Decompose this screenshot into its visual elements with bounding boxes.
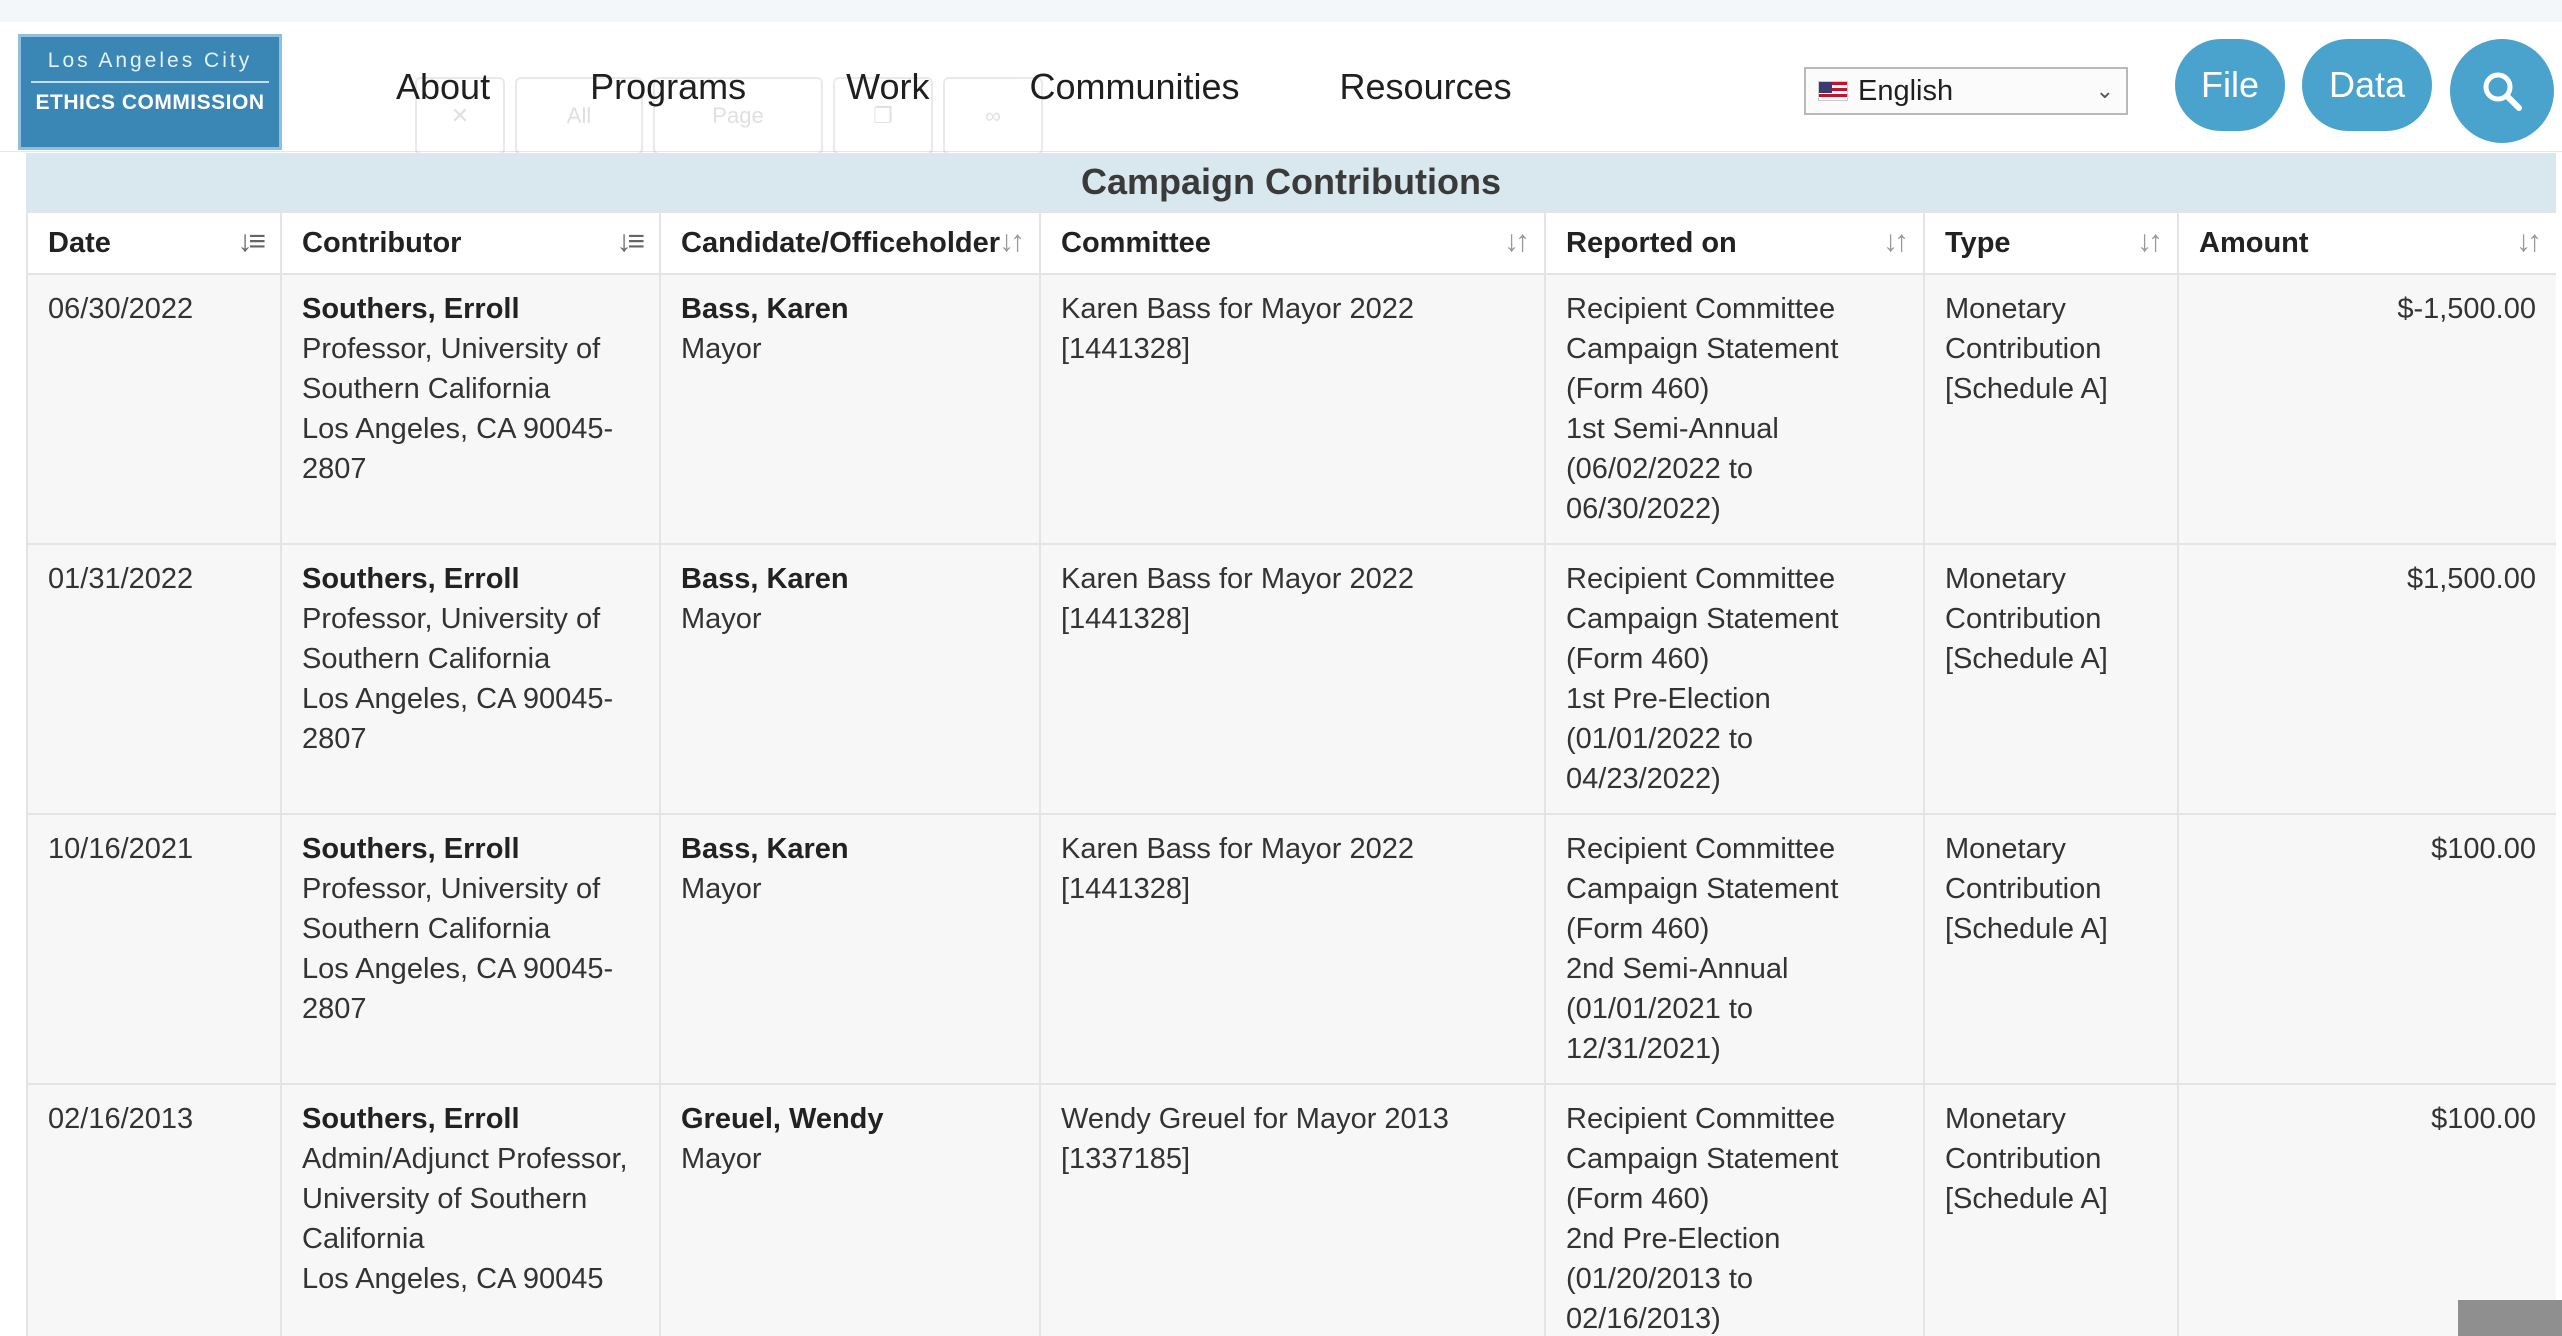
column-label: Amount — [2199, 226, 2309, 259]
contributor-location: Los Angeles, CA 90045-2807 — [302, 683, 614, 755]
cell-reported-on — [1545, 814, 1924, 1084]
column-label: Contributor — [302, 226, 462, 259]
cell-committee: Karen Bass for Mayor 2022 [1441328] — [1040, 814, 1545, 1084]
contributor-name: Southers, Erroll — [302, 1103, 520, 1135]
cell-reported-on — [1545, 1084, 1924, 1336]
column-label: Date — [48, 226, 111, 259]
contributor-occupation: Professor, University of Southern California — [302, 603, 601, 675]
reported-statement: Recipient Committee Campaign Statement (Form 460) — [1566, 1103, 1839, 1215]
table-row — [27, 544, 2556, 814]
top-strip — [0, 0, 2562, 22]
sort-icon: ↓↑ — [2137, 225, 2159, 258]
candidate-office: Mayor — [681, 333, 762, 365]
column-header-amount[interactable] — [2178, 212, 2556, 274]
logo-line-city: Los Angeles City — [31, 49, 269, 83]
logo-line-commission: ETHICS COMMISSION — [35, 91, 265, 114]
candidate-name: Bass, Karen — [681, 563, 849, 595]
contributions-table-section — [26, 153, 2556, 1336]
cell-contributor — [281, 1084, 660, 1336]
column-label: Candidate/Officeholder — [681, 226, 1001, 259]
cell-committee: Wendy Greuel for Mayor 2013 [1337185] — [1040, 1084, 1545, 1336]
sort-icon: ↓↑ — [2516, 225, 2538, 258]
cell-date: 01/31/2022 — [27, 544, 281, 814]
sort-icon: ↓↑ — [999, 225, 1021, 258]
reported-period: 2nd Semi-Annual (01/01/2021 to 12/31/2021) — [1566, 953, 1789, 1065]
site-logo[interactable] — [18, 34, 282, 150]
sort-desc-icon: ↓≡ — [237, 225, 262, 258]
contributor-occupation: Admin/Adjunct Professor, University of Southern California — [302, 1143, 628, 1255]
contributor-occupation: Professor, University of Southern California — [302, 333, 601, 405]
nav-resources[interactable]: Resources — [1339, 66, 1512, 107]
cell-date: 02/16/2013 — [27, 1084, 281, 1336]
main-nav — [396, 62, 1612, 112]
cell-committee: Karen Bass for Mayor 2022 [1441328] — [1040, 274, 1545, 544]
candidate-name: Bass, Karen — [681, 833, 849, 865]
nav-programs[interactable]: Programs — [590, 66, 747, 107]
contributor-name: Southers, Erroll — [302, 833, 520, 865]
reported-period: 1st Pre-Election (01/01/2022 to 04/23/2022) — [1566, 683, 1771, 795]
cell-type: Monetary Contribution [Schedule A] — [1924, 544, 2178, 814]
contributor-location: Los Angeles, CA 90045 — [302, 1263, 604, 1295]
language-select[interactable] — [1804, 67, 2128, 115]
contributor-name: Southers, Erroll — [302, 293, 520, 325]
column-label: Committee — [1061, 226, 1211, 259]
contributor-location: Los Angeles, CA 90045-2807 — [302, 953, 614, 1025]
chevron-down-icon: ⌄ — [2095, 78, 2114, 103]
column-header-date[interactable] — [27, 212, 281, 274]
cell-candidate — [660, 544, 1040, 814]
sort-icon: ↓↑ — [1504, 225, 1526, 258]
cell-amount: $100.00 — [2178, 814, 2556, 1084]
contributor-name: Southers, Erroll — [302, 563, 520, 595]
cell-type: Monetary Contribution [Schedule A] — [1924, 1084, 2178, 1336]
us-flag-icon — [1818, 81, 1848, 101]
data-button[interactable]: Data — [2302, 39, 2432, 131]
table-row — [27, 1084, 2556, 1336]
sort-asc-icon: ↓≡ — [616, 225, 641, 258]
cell-contributor — [281, 814, 660, 1084]
reported-statement: Recipient Committee Campaign Statement (Form 460) — [1566, 833, 1839, 945]
language-selected: English — [1858, 74, 1954, 107]
cell-amount: $100.00 — [2178, 1084, 2556, 1336]
column-header-type[interactable] — [1924, 212, 2178, 274]
cell-amount: $1,500.00 — [2178, 544, 2556, 814]
cell-candidate — [660, 274, 1040, 544]
site-header — [0, 22, 2562, 152]
table-title: Campaign Contributions — [26, 153, 2556, 211]
cell-reported-on — [1545, 274, 1924, 544]
candidate-name: Bass, Karen — [681, 293, 849, 325]
reported-statement: Recipient Committee Campaign Statement (Form 460) — [1566, 563, 1839, 675]
table-row — [27, 274, 2556, 544]
table-header-row — [27, 212, 2556, 274]
cell-committee: Karen Bass for Mayor 2022 [1441328] — [1040, 544, 1545, 814]
cell-contributor — [281, 544, 660, 814]
candidate-office: Mayor — [681, 1143, 762, 1175]
cell-date: 10/16/2021 — [27, 814, 281, 1084]
link-icon: ∞ — [943, 77, 1043, 155]
cell-type: Monetary Contribution [Schedule A] — [1924, 274, 2178, 544]
cell-amount: $-1,500.00 — [2178, 274, 2556, 544]
column-header-reported-on[interactable] — [1545, 212, 1924, 274]
search-icon — [2480, 69, 2524, 113]
file-button[interactable]: File — [2175, 39, 2285, 131]
sort-icon: ↓↑ — [1883, 225, 1905, 258]
cell-date: 06/30/2022 — [27, 274, 281, 544]
table-row — [27, 814, 2556, 1084]
candidate-office: Mayor — [681, 603, 762, 635]
cell-contributor — [281, 274, 660, 544]
column-label: Reported on — [1566, 226, 1737, 259]
reported-period: 1st Semi-Annual (06/02/2022 to 06/30/2022) — [1566, 413, 1779, 525]
nav-communities[interactable]: Communities — [1029, 66, 1240, 107]
nav-work[interactable]: Work — [846, 66, 930, 107]
column-label: Type — [1945, 226, 2011, 259]
contributor-occupation: Professor, University of Southern California — [302, 873, 601, 945]
column-header-committee[interactable] — [1040, 212, 1545, 274]
excel-export-icon: ✕ — [415, 77, 505, 155]
print-all-label: All — [566, 103, 592, 128]
column-header-candidate[interactable] — [660, 212, 1040, 274]
contributor-location: Los Angeles, CA 90045-2807 — [302, 413, 614, 485]
candidate-office: Mayor — [681, 873, 762, 905]
copy-icon: ❐ — [833, 77, 933, 155]
reported-period: 2nd Pre-Election (01/20/2013 to 02/16/2013) — [1566, 1223, 1781, 1335]
column-header-contributor[interactable] — [281, 212, 660, 274]
contributions-table — [26, 211, 2556, 1336]
candidate-name: Greuel, Wendy — [681, 1103, 884, 1135]
nav-about[interactable]: About — [396, 66, 491, 107]
cell-reported-on — [1545, 544, 1924, 814]
cell-candidate — [660, 1084, 1040, 1336]
search-button[interactable] — [2450, 39, 2554, 143]
print-page-label: Page — [712, 103, 764, 128]
cell-candidate — [660, 814, 1040, 1084]
scrollbar-thumb[interactable] — [2458, 1300, 2562, 1336]
cell-type: Monetary Contribution [Schedule A] — [1924, 814, 2178, 1084]
reported-statement: Recipient Committee Campaign Statement (Form 460) — [1566, 293, 1839, 405]
